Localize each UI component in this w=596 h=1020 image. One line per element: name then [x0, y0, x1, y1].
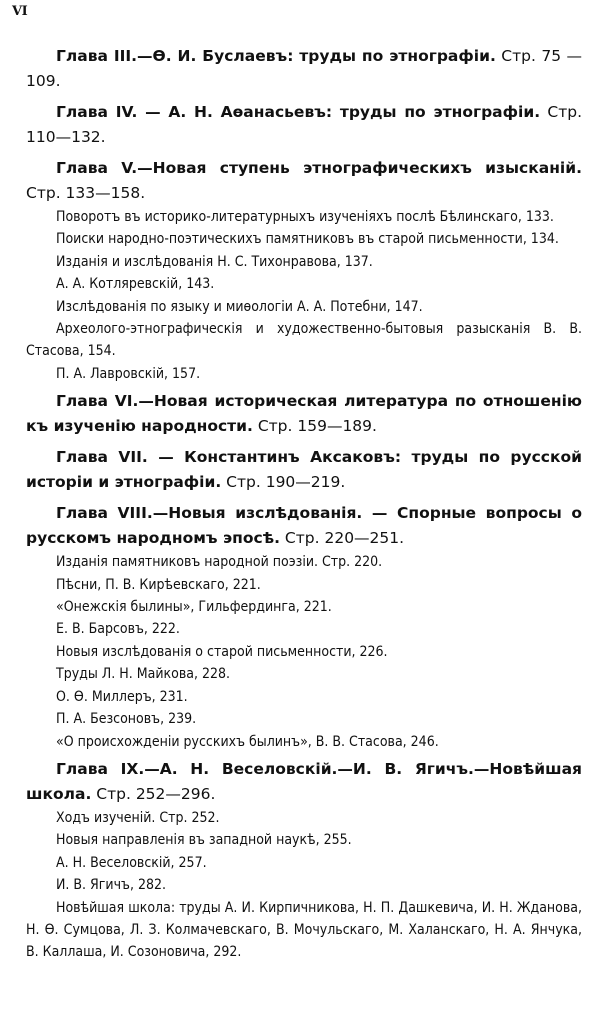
- sub-entry: Пѣсни, П. В. Кирѣевскаго, 221.: [56, 576, 261, 593]
- sub-entry: Изданія памятниковъ народной поэзіи. Стр. 220.: [56, 554, 383, 571]
- sub-entry: Новѣйшая школа: труды А. И. Кирпичникова, Н. П. Дашкевича, И. Н. Жданова, Н. Ѳ. Сумцова, Л. З. Колмачевскаго, В. Мочульскаго, М. Халанскаго, Н. А. Янчука, В. Каллаша, И. Созоновича, 292.: [26, 899, 582, 961]
- chapter-pages: Стр. 133—158.: [26, 184, 146, 202]
- sub-entry: Поворотъ въ историко-литературныхъ изученіяхъ послѣ Бѣлинскаго, 133.: [56, 209, 554, 225]
- sub-entry: Новыя направленія въ западной наукѣ, 255.: [56, 832, 352, 849]
- sub-entry: П. А. Лавровскій, 157.: [56, 365, 201, 382]
- chapter-pages: Стр. 252—296.: [91, 784, 216, 803]
- chapter-entry-5: [26, 156, 582, 206]
- sub-entry: А. Н. Веселовскій, 257.: [56, 854, 207, 871]
- chapter-entry-7: [26, 445, 582, 495]
- page-number: VI: [12, 4, 28, 19]
- chapter-heading: Глава IV. — А. Н. Аѳанасьевъ: труды по этнографіи.: [56, 103, 541, 121]
- sub-entry: «О происхожденіи русскихъ былинъ», В. В. Стасова, 246.: [56, 733, 439, 750]
- sub-entry: А. А. Котляревскій, 143.: [56, 276, 215, 293]
- chapter-heading: Глава VI.—Новая историческая литература по отношенію къ изученію народности.: [26, 392, 582, 436]
- chapter-entry-6: [26, 389, 582, 439]
- sub-entry: Поиски народно-поэтическихъ памятниковъ въ старой письменности, 134.: [56, 231, 559, 248]
- sub-entry: П. А. Безсоновъ, 239.: [56, 711, 197, 728]
- chapter-pages: Стр. 159—189.: [252, 417, 377, 436]
- chapter-pages: Стр. 110—132.: [26, 103, 583, 146]
- table-of-contents: [26, 44, 582, 964]
- sub-entry: Новыя изслѣдованія о старой письменности, 226.: [56, 643, 388, 660]
- sub-entry: Изслѣдованія по языку и миѳологіи А. А. Потебни, 147.: [56, 298, 423, 315]
- sub-entry: «Онежскія былины», Гильфердинга, 221.: [56, 599, 332, 616]
- chapter-heading: Глава III.—Ѳ. И. Буслаевъ: труды по этнографіи.: [56, 47, 496, 65]
- chapter-entry-3: [26, 44, 582, 94]
- chapter-entry-4: [26, 100, 582, 150]
- sub-entry: Изданія и изслѣдованія Н. С. Тихонравова, 137.: [56, 253, 373, 270]
- chapter-entry-9: [26, 757, 582, 807]
- sub-entry: О. Ѳ. Миллеръ, 231.: [56, 688, 188, 705]
- sub-entry: Ходъ изученій. Стр. 252.: [56, 809, 220, 826]
- chapter-heading: Глава IX.—А. Н. Веселовскій.—И. В. Ягичъ.—Новѣйшая школа.: [26, 759, 582, 803]
- chapter-pages: Стр. 75 — 109.: [26, 47, 582, 90]
- chapter-heading: Глава V.—Новая ступень этнографическихъ изысканій.: [56, 159, 582, 177]
- chapter-pages: Стр. 190—219.: [221, 473, 346, 492]
- chapter-pages: Стр. 220—251.: [280, 529, 405, 548]
- chapter-entry-8: [26, 501, 582, 551]
- chapter-heading: Глава VIII.—Новыя изслѣдованія. — Спорные вопросы о русскомъ народномъ эпосѣ.: [26, 504, 582, 548]
- sub-entry: Е. В. Барсовъ, 222.: [56, 621, 180, 638]
- sub-entry: И. В. Ягичъ, 282.: [56, 877, 166, 894]
- sub-entry: Археолого-этнографическія и художественно-бытовыя разысканія В. В. Стасова, 154.: [26, 321, 582, 360]
- chapter-heading: Глава VII. — Константинъ Аксаковъ: труды по русской исторіи и этнографіи.: [26, 448, 582, 492]
- sub-entry: Труды Л. Н. Майкова, 228.: [56, 666, 230, 683]
